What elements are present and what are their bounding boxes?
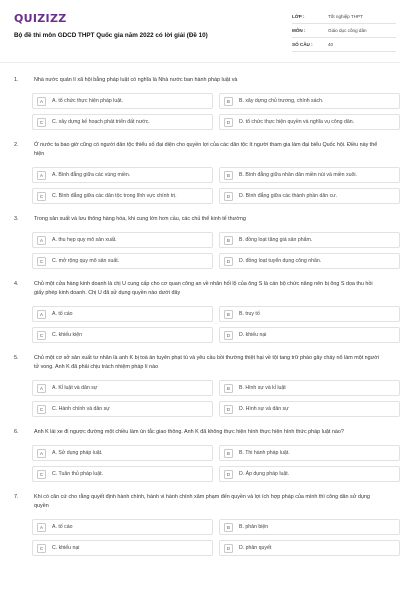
option-letter-box: B	[224, 384, 233, 393]
option-text: B. xây dựng chủ trương, chính sách.	[239, 97, 324, 104]
option-letter-box: B	[224, 97, 233, 106]
option-letter-box: D	[224, 192, 233, 201]
answer-option[interactable]	[219, 114, 400, 130]
question-text: Trong sản xuất và lưu thông hàng hóa, khi cung lớn hơn cầu, các chủ thể kinh tế thường	[34, 216, 246, 222]
answer-option[interactable]	[32, 306, 213, 322]
question-header	[0, 141, 400, 159]
answer-options	[0, 306, 400, 343]
option-letter-box: C	[37, 192, 46, 201]
answer-option[interactable]	[32, 232, 213, 248]
answer-option[interactable]	[219, 306, 400, 322]
question-text: Ở nước ta bao giờ cũng có người dân tộc thiểu số đại diện cho quyền lợi của các dân tộc ít người tham gia làm đại biểu Quốc hội. Điều này thể hiện	[34, 142, 378, 157]
option-letter-box: B	[224, 236, 233, 245]
option-letter-box: A	[37, 384, 46, 393]
question-number: 4.	[14, 281, 19, 287]
question-number: 3.	[14, 216, 19, 222]
option-text: C. xây dựng kế hoạch phát triển đất nước.	[52, 118, 150, 125]
meta-value: Giáo dục công dân	[328, 28, 367, 33]
question	[0, 428, 400, 482]
answer-option[interactable]	[32, 380, 213, 396]
option-letter-box: D	[224, 544, 233, 553]
answer-option[interactable]	[219, 253, 400, 269]
answer-options	[0, 167, 400, 204]
option-letter-box: A	[37, 171, 46, 180]
question-text: Chủ một cửa hàng kinh doanh là chị U cung cấp cho cơ quan công an về nhân hối lộ của ông S là cán bộ chức năng nên bị ông S dọa thu hồi giấy phép kinh doanh. Chị U đã sử dụng quyền nào dưới đây	[34, 281, 373, 296]
answer-options	[0, 445, 400, 482]
question-header	[0, 428, 400, 437]
quizizz-logo: QUIZIZZ	[14, 12, 67, 25]
question	[0, 76, 400, 130]
option-text: B. truy tố	[239, 310, 260, 317]
question	[0, 215, 400, 269]
question-header	[0, 76, 400, 85]
answer-option[interactable]	[32, 466, 213, 482]
answer-option[interactable]	[219, 540, 400, 556]
option-letter-box: A	[37, 97, 46, 106]
option-text: D. Hình sự và dân sự	[239, 405, 289, 412]
meta-value: 40	[328, 42, 334, 47]
answer-option[interactable]	[219, 519, 400, 535]
option-letter-box: C	[37, 470, 46, 479]
answer-option[interactable]	[219, 167, 400, 183]
option-letter-box: B	[224, 310, 233, 319]
page-header	[0, 0, 400, 62]
answer-options	[0, 232, 400, 269]
answer-option[interactable]	[219, 380, 400, 396]
option-text: D. phản quyết	[239, 544, 272, 551]
option-text: C. khiếu nại	[52, 544, 80, 551]
header-divider	[0, 62, 400, 63]
answer-option[interactable]	[32, 327, 213, 343]
option-letter-box: C	[37, 118, 46, 127]
option-letter-box: A	[37, 523, 46, 532]
question-text: Chủ một cơ sở sản xuất tư nhân là anh K bị toà án tuyên phạt tù và yêu cầu bồi thường thiệt hại về tội tang trữ pháo gây cháy nổ làm một người tử vong. Anh K đã phải chịu trách nhiệm pháp lí nào	[34, 355, 380, 370]
answer-options	[0, 93, 400, 130]
option-letter-box: A	[37, 310, 46, 319]
question-list	[0, 76, 400, 567]
meta-row	[292, 10, 396, 24]
option-letter-box: D	[224, 405, 233, 414]
question	[0, 141, 400, 204]
answer-option[interactable]	[219, 401, 400, 417]
meta-row	[292, 24, 396, 38]
option-text: A. Sử dụng pháp luật.	[52, 449, 103, 456]
question-header	[0, 354, 400, 372]
question-number: 7.	[14, 494, 19, 500]
option-letter-box: D	[224, 470, 233, 479]
option-letter-box: B	[224, 171, 233, 180]
option-text: C. Hành chính và dân sự	[52, 405, 110, 412]
question-text: Anh K lái xe đi ngược đường một chiều làm ùn tắc giao thông. Anh K đã không thực hiện hình thực hiện hình thức pháp luật nào?	[34, 429, 344, 435]
answer-option[interactable]	[32, 445, 213, 461]
answer-option[interactable]	[32, 540, 213, 556]
option-letter-box: D	[224, 331, 233, 340]
option-text: D. Bình đẳng giữa các thành phần dân cư.	[239, 192, 338, 199]
option-text: B. đồng loạt tăng giá sản phẩm.	[239, 236, 313, 243]
question	[0, 493, 400, 556]
option-letter-box: D	[224, 118, 233, 127]
option-text: A. Kỉ luật và dân sự	[52, 384, 98, 391]
answer-options	[0, 380, 400, 417]
option-text: D. đồng loạt tuyển dụng công nhân.	[239, 257, 322, 264]
option-text: A. Bình đẳng giữa các vùng miền.	[52, 171, 131, 178]
question-number: 2.	[14, 142, 19, 148]
answer-option[interactable]	[32, 188, 213, 204]
answer-option[interactable]	[32, 93, 213, 109]
question-number: 6.	[14, 429, 19, 435]
option-text: B. Bình đẳng giữa nhân dân miền núi và miền xuôi.	[239, 171, 357, 178]
question-header	[0, 280, 400, 298]
question	[0, 354, 400, 417]
question-text: Khi có căn cứ cho rằng quyết định hành chính, hành vi hành chính xâm phạm đến quyền và lợi ích hợp pháp của mình thì công dân sử dụng quyền	[34, 494, 370, 509]
answer-option[interactable]	[32, 114, 213, 130]
option-text: C. khiếu kiện	[52, 331, 82, 338]
answer-option[interactable]	[219, 445, 400, 461]
option-text: C. Tuân thủ pháp luật.	[52, 470, 104, 477]
question-header	[0, 493, 400, 511]
option-text: A. thu hẹp quy mô sản xuất.	[52, 236, 117, 243]
option-text: D. Áp dụng pháp luật.	[239, 470, 290, 477]
option-letter-box: C	[37, 405, 46, 414]
meta-key: LỚP :	[292, 14, 305, 19]
option-text: A. tố cáo	[52, 523, 73, 530]
option-letter-box: C	[37, 331, 46, 340]
question	[0, 280, 400, 343]
question-number: 5.	[14, 355, 19, 361]
option-text: A. tố cáo	[52, 310, 73, 317]
meta-row	[292, 38, 396, 52]
option-text: C. mở rộng quy mô sản xuất.	[52, 257, 120, 264]
option-letter-box: C	[37, 544, 46, 553]
question-header	[0, 215, 400, 224]
meta-key: SỐ CÂU :	[292, 42, 313, 47]
meta-key: MÔN :	[292, 28, 306, 33]
option-text: C. Bình đẳng giữa các dân tộc trong lĩnh vực chính trị.	[52, 192, 177, 199]
option-letter-box: A	[37, 449, 46, 458]
option-letter-box: A	[37, 236, 46, 245]
answer-option[interactable]	[219, 232, 400, 248]
answer-option[interactable]	[32, 519, 213, 535]
question-number: 1.	[14, 77, 19, 83]
answer-option[interactable]	[219, 466, 400, 482]
answer-option[interactable]	[219, 327, 400, 343]
option-text: D. tổ chức thực hiện quyền và nghĩa vụ công dân.	[239, 118, 355, 125]
answer-options	[0, 519, 400, 556]
option-text: D. khiếu nại	[239, 331, 267, 338]
option-text: A. tổ chức thực hiện pháp luật.	[52, 97, 123, 104]
answer-option[interactable]	[32, 253, 213, 269]
answer-option[interactable]	[32, 401, 213, 417]
option-letter-box: B	[224, 449, 233, 458]
option-text: B. phản biện	[239, 523, 269, 530]
option-letter-box: C	[37, 257, 46, 266]
page-title: Bộ đề thi môn GDCD THPT Quốc gia năm 2022 có lời giải (Đề 10)	[14, 32, 208, 39]
answer-option[interactable]	[219, 188, 400, 204]
option-text: B. Thi hành pháp luật.	[239, 449, 290, 456]
answer-option[interactable]	[219, 93, 400, 109]
question-text: Nhà nước quản lí xã hội bằng pháp luật có nghĩa là Nhà nước ban hành pháp luật và	[34, 77, 238, 83]
option-letter-box: B	[224, 523, 233, 532]
meta-table	[292, 10, 396, 52]
option-text: B. Hình sự và kỉ luật	[239, 384, 286, 391]
answer-option[interactable]	[32, 167, 213, 183]
meta-value: Tốt nghiệp THPT	[328, 14, 363, 19]
option-letter-box: D	[224, 257, 233, 266]
